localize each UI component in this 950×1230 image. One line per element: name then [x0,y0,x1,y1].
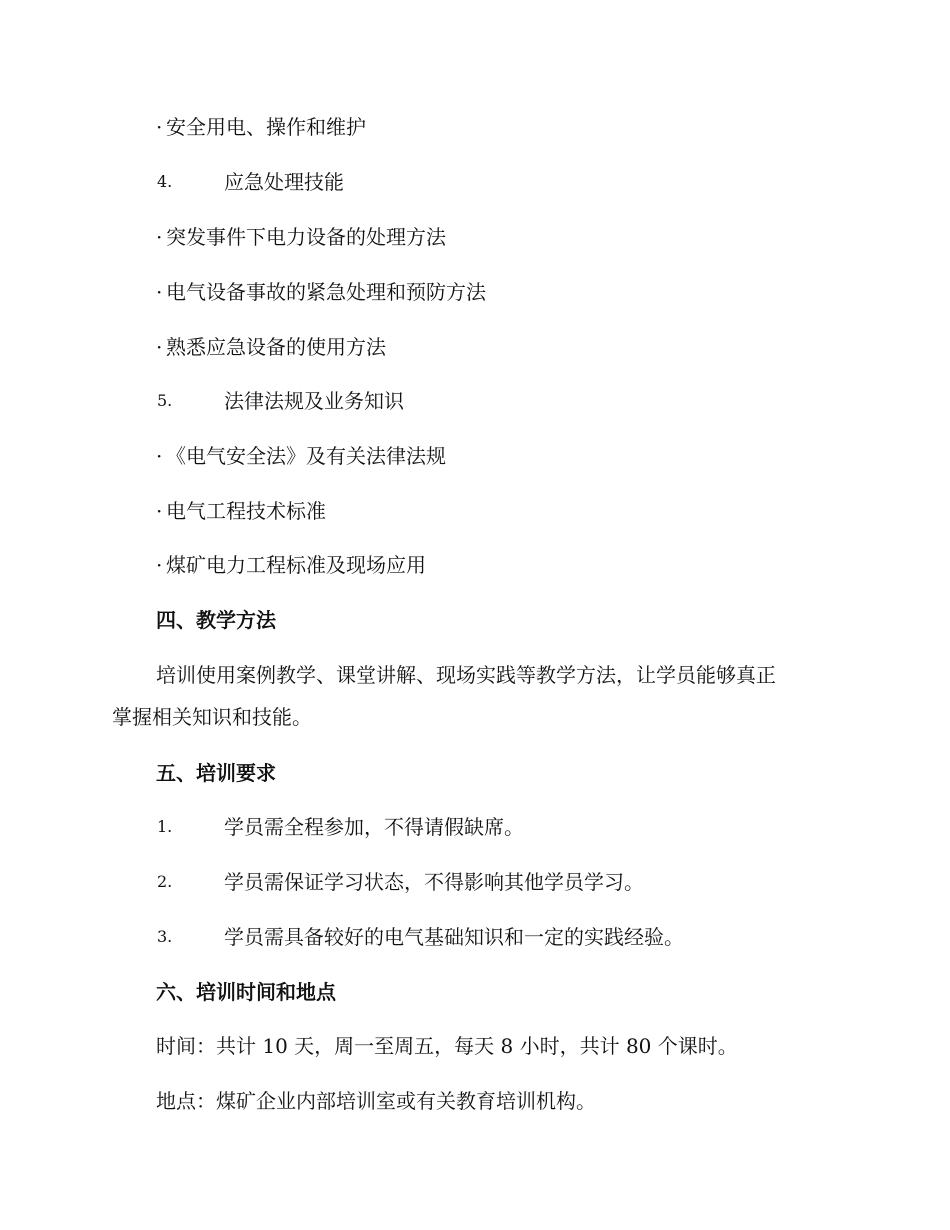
list-item-text: 电气工程技术标准 [166,499,326,523]
list-item [156,497,326,525]
list-item-text: 熟悉应急设备的使用方法 [166,335,386,359]
list-item [156,551,426,579]
list-item-text: 安全用电、操作和维护 [166,115,366,139]
item-text: 应急处理技能 [224,170,344,194]
item-number: 5. [157,391,173,410]
bullet-dot: · [156,444,163,468]
list-item-text: 电气设备事故的紧急处理和预防方法 [166,280,486,304]
bullet-dot: · [156,115,163,139]
list-item-text: 突发事件下电力设备的处理方法 [166,225,446,249]
numbered-item-4 [0,168,950,196]
item-text: 法律法规及业务知识 [224,389,404,413]
section-heading-time-and-place: 六、培训时间和地点 [156,980,336,1004]
list-item-text: 煤矿电力工程标准及现场应用 [166,553,426,577]
list-item [156,113,366,141]
bullet-dot: · [156,225,163,249]
numbered-item-5 [0,387,950,415]
list-item [156,333,386,361]
item-number: 3. [157,927,173,946]
bullet-dot: · [156,280,163,304]
numbered-item-3 [0,923,950,951]
list-item [156,278,486,306]
item-number: 1. [157,817,173,836]
section-heading-teaching-method: 四、教学方法 [156,608,276,632]
numbered-item-1 [0,813,950,841]
place-line: 地点：煤矿企业内部培训室或有关教育培训机构。 [156,1089,596,1113]
list-item [156,223,446,251]
list-item-text: 《电气安全法》及有关法律法规 [166,444,446,468]
item-text: 学员需具备较好的电气基础知识和一定的实践经验。 [224,925,684,949]
item-number: 2. [157,872,173,891]
bullet-dot: · [156,335,163,359]
time-line: 时间：共计 10 天，周一至周五，每天 8 小时，共计 80 个课时。 [156,1034,738,1058]
paragraph-line: 培训使用案例教学、课堂讲解、现场实践等教学方法，让学员能够真正 [156,663,776,687]
item-text: 学员需保证学习状态，不得影响其他学员学习。 [224,870,644,894]
bullet-dot: · [156,499,163,523]
list-item [156,442,446,470]
numbered-item-2 [0,868,950,896]
section-heading-training-requirements: 五、培训要求 [156,761,276,785]
bullet-dot: · [156,553,163,577]
paragraph-line: 掌握相关知识和技能。 [112,705,312,729]
item-number: 4. [157,172,173,191]
item-text: 学员需全程参加，不得请假缺席。 [224,815,524,839]
